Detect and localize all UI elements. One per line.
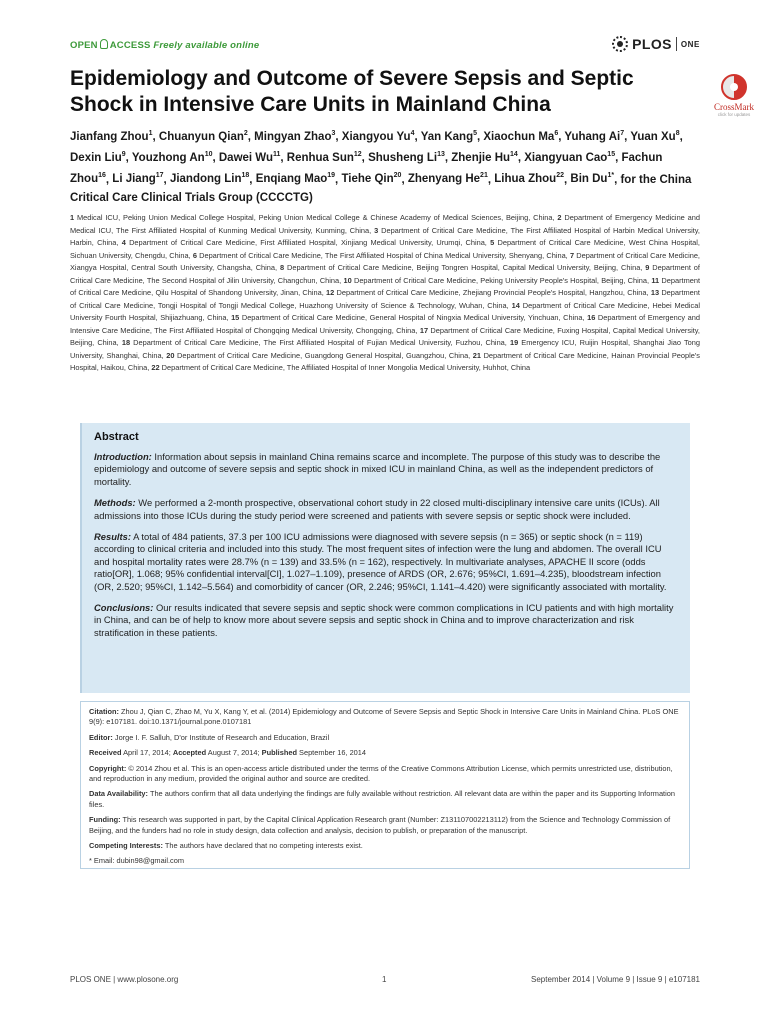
copyright <box>89 764 681 785</box>
affiliations <box>70 212 700 375</box>
author-name-text: Dexin Liu <box>70 152 122 165</box>
oa-access-text: ACCESS <box>109 40 151 51</box>
affiliation-text: Department of Emergency Medicine and Medical ICU, The First Affiliated Hospital of Kunming Medical University, Kunming, China, <box>70 213 700 235</box>
article-metadata <box>80 701 690 869</box>
author-name-text: Fachun Zhou <box>70 152 663 186</box>
affiliation-number: 3 <box>374 225 379 235</box>
author-name <box>132 152 213 164</box>
data-availability-label: Data Availability: <box>89 789 149 799</box>
funding <box>89 815 681 836</box>
affiliation-item <box>231 313 584 322</box>
author-affiliation-marker: 13 <box>437 151 445 159</box>
logo-divider <box>676 37 677 51</box>
author-affiliation-marker: 12 <box>353 151 362 159</box>
author-name <box>421 131 477 143</box>
author-name <box>219 152 281 164</box>
author-affiliation-marker: 4 <box>410 130 415 137</box>
editor <box>89 733 681 743</box>
affiliation-text: Department of Critical Care Medicine, Beijing Tongren Hospital, Capital Medical University, Beijing, China, <box>287 263 643 272</box>
affiliation-number: 5 <box>490 238 495 247</box>
affiliation-item <box>122 238 487 247</box>
author-affiliation-marker: 14 <box>510 151 518 159</box>
affiliation-number: 7 <box>569 250 575 260</box>
editor-label: Editor: <box>89 732 113 742</box>
author-name <box>287 152 362 164</box>
copyright-text: © 2014 Zhou et al. This is an open-access article distributed under the terms of the Creative Commons Attribution License, which permits unrestricted use, distribution, and reproduction in any medium, provided the original author and source are credited. <box>89 763 673 784</box>
journal-logo <box>612 36 700 52</box>
author-name-text: Xiangyuan Cao <box>524 152 608 165</box>
author-name-text: Zhenjie Hu <box>451 152 511 165</box>
abstract-section-text: Our results indicated that severe sepsis and septic shock were common complications in ICU patients and with high mortality in China, and can be of help to know more about severe sepsis and septic shock in China and to improve characterization and risk stratification in these patients. <box>94 602 674 638</box>
abstract-section-label: Results: <box>94 531 131 543</box>
affiliation-number: 16 <box>587 313 596 322</box>
affiliation-text: Department of Critical Care Medicine, The First Affiliated Hospital of Fujian Medical University, Fuzhou, China, <box>133 338 507 347</box>
affiliation-number: 2 <box>557 213 562 222</box>
affiliation-number: 14 <box>511 300 520 310</box>
affiliation-text: Department of Critical Care Medicine, The First Affiliated Hospital of China Medical University, Shenyang, China, <box>199 250 568 260</box>
affiliation-text: Department of Critical Care Medicine, Guangdong General Hospital, Guangzhou, China, <box>177 350 471 360</box>
data-availability-text: The authors confirm that all data underlying the findings are fully available without restriction. All relevant data are within the paper and its Supporting Information files. <box>89 789 675 809</box>
affiliation-number: 15 <box>231 313 240 322</box>
author-affiliation-marker: 2 <box>243 130 248 137</box>
author-name-text: Dawei Wu <box>218 152 273 165</box>
affiliation-number: 18 <box>121 338 131 347</box>
citation-label: Citation: <box>89 707 119 716</box>
affiliation-text: Department of Critical Care Medicine, Peking University People's Hospital, Beijing, China, <box>353 275 650 285</box>
abstract-introduction <box>94 451 678 488</box>
funding-label: Funding: <box>89 815 121 825</box>
affiliation-text: Department of Critical Care Medicine, The First Affiliated Hospital of Harbin Medical University, Harbin, China, <box>70 225 700 247</box>
affiliation-number: 19 <box>509 338 519 347</box>
affiliation-number: 13 <box>650 288 660 297</box>
author-name-text: Yan Kang <box>420 130 474 143</box>
author-name-text: Xiangyou Yu <box>341 130 411 143</box>
affiliation-number: 10 <box>343 275 352 285</box>
author-affiliation-marker: 5 <box>473 130 477 137</box>
data-availability <box>89 789 681 810</box>
competing-label: Competing Interests: <box>89 841 163 851</box>
accepted-label: Accepted <box>172 748 207 758</box>
affiliation-item <box>280 263 642 272</box>
author-affiliation-marker: 16 <box>98 172 106 180</box>
affiliation-text: Department of Critical Care Medicine, The Affiliated Hospital of Inner Mongolia Medical University, Huhhot, China <box>161 363 531 372</box>
author-name-text: Li Jiang <box>112 173 156 186</box>
affiliation-text: Department of Critical Care Medicine, Xiangya Hospital, Central South University, Changsha, China, <box>70 250 700 272</box>
abstract-section-text: Information about sepsis in mainland China remains scarce and incomplete. The purpose of this study was to describe the epidemiology and outcome of severe sepsis and septic shock in mixed ICU in mainland China, as well as the independent predictors of mortality. <box>94 451 661 487</box>
affiliation-number: 9 <box>645 263 650 272</box>
abstract-conclusions <box>94 602 678 639</box>
affiliation-number: 22 <box>151 363 160 372</box>
citation <box>89 707 681 728</box>
competing-text: The authors have declared that no competing interests exist. <box>164 841 363 851</box>
affiliation-number: 8 <box>279 263 285 272</box>
author-group: for the China Critical Care Clinical Trials Group (CCCCTG) <box>70 173 692 204</box>
affiliation-text: Department of Critical Care Medicine, First Affiliated Hospital, Xinjiang Medical University, Urumqi, China, <box>129 238 487 247</box>
author-name <box>341 173 401 185</box>
affiliation-text: Department of Emergency and Intensive Care Medicine, The First Affiliated Hospital of Chongqing Medical University, Chongqing, China, <box>70 313 701 335</box>
abstract-box <box>80 423 690 693</box>
author-name <box>159 131 248 143</box>
author-name <box>564 131 624 143</box>
author-name <box>368 152 445 164</box>
affiliation-text: Department of Critical Care Medicine, Zhejiang Provincial People's Hospital, Hangzhou, China, <box>336 288 649 297</box>
author-affiliation-marker: 6 <box>554 130 559 137</box>
author-name <box>494 173 564 185</box>
author-affiliation-marker: 9 <box>121 151 126 159</box>
affiliation-text: Department of Critical Care Medicine, General Hospital of Ningxia Medical University, Yinchuan, China, <box>241 313 585 322</box>
affiliation-number: 6 <box>192 250 197 260</box>
affiliation-text: Department of Critical Care Medicine, Fuxing Hospital, Capital Medical University, Beijing, China, <box>70 325 700 347</box>
author-affiliation-marker: 11 <box>272 151 281 159</box>
affiliation-number: 11 <box>651 275 660 285</box>
funding-text: This research was supported in part, by the Capital Clinical Application Research grant (Number: Z131107002213112) from the Science and Technology Commission of Beijing, and the funders had no role in study design, data collection and analysis, decision to publish, or preparation of the manuscript. <box>89 815 671 835</box>
affiliation-item <box>166 351 470 360</box>
author-affiliation-marker: 10 <box>204 151 213 159</box>
affiliation-text: Emergency ICU, Ruijin Hospital, Shanghai Jiao Tong University, Shanghai, China, <box>70 338 700 360</box>
citation-text: Zhou J, Qian C, Zhao M, Yu X, Kang Y, et al. (2014) Epidemiology and Outcome of Severe Sepsis and Septic Shock in Intensive Care Units in Mainland China. PLoS ONE 9(9): e107181. doi:10.1371/journal.pone.0107181 <box>89 707 679 727</box>
footer-issue: September 2014 | Volume 9 | Issue 9 | e107181 <box>530 975 700 984</box>
author-name-text: Zhenyang He <box>407 173 481 186</box>
author-affiliation-marker: 20 <box>393 172 402 180</box>
author-name-text: Mingyan Zhao <box>254 130 332 143</box>
oa-free-text: Freely available online <box>153 40 260 51</box>
author-name <box>170 173 249 185</box>
footer-journal: PLOS ONE | www.plosone.org <box>70 975 179 984</box>
author-name <box>408 173 488 185</box>
author-name-text: Yuhang Ai <box>564 130 621 143</box>
author-affiliation-marker: 15 <box>607 151 616 159</box>
author-affiliation-marker: 19 <box>327 172 336 180</box>
author-name <box>451 152 518 164</box>
author-name-text: Jiandong Lin <box>169 173 242 186</box>
author-name-text: Youzhong An <box>131 152 205 165</box>
crossmark-icon <box>721 74 747 100</box>
affiliation-text: Department of Critical Care Medicine, Hainan Provincial People's Hospital, Haikou, China, <box>70 350 700 372</box>
author-name-text: Yuan Xu <box>630 130 676 143</box>
header-bar <box>70 36 700 56</box>
author-name-text: Enqiang Mao <box>255 173 328 186</box>
copyright-label: Copyright: <box>89 763 127 773</box>
abstract-section-label: Methods: <box>94 497 136 509</box>
author-affiliation-marker: 17 <box>155 172 164 180</box>
open-access-label <box>70 39 259 51</box>
abstract-section-label: Introduction: <box>94 451 152 462</box>
affiliation-text: Department of Critical Care Medicine, West China Hospital, Sichuan University, Chengdu, China, <box>70 238 700 260</box>
author-affiliation-marker: 7 <box>620 130 625 137</box>
affiliation-text: Department of Critical Care Medicine, Hebei Medical University Fourth Hospital, Shijiazhuang, China, <box>70 300 701 322</box>
affiliation-number: 12 <box>326 288 335 297</box>
received-date: April 17, 2014; <box>123 748 171 758</box>
author-name <box>570 173 614 185</box>
author-name-text: Chuanyun Qian <box>158 130 244 143</box>
received-label: Received <box>89 748 122 758</box>
abstract-heading: Abstract <box>94 431 139 443</box>
affiliation-number: 1 <box>70 213 75 222</box>
abstract-section-label: Conclusions: <box>94 602 154 614</box>
article-title: Epidemiology and Outcome of Severe Sepsis and Septic Shock in Intensive Care Units in Mainland China <box>70 67 634 116</box>
affiliation-item <box>70 213 555 222</box>
author-name-text: Tiehe Qin <box>341 173 394 186</box>
published-date: September 16, 2014 <box>299 748 367 758</box>
affiliation-item <box>193 251 568 260</box>
abstract-section-text: A total of 484 patients, 37.3 per 100 ICU admissions were diagnosed with severe sepsis (n = 365) or septic shock (n = 119) according to clinical criteria and included into this study. The most frequent sites of infection were the lung and abdomen. The overall ICU and hospital mortality rates were 28.7% (n = 139) and 33.5% (n = 162), respectively. In multivariate analyses, APACHE II score (odds ratio[OR], 1.068; 95% confidential interval[CI], 1.027–1.109), presence of ARDS (OR, 2.676; 95%CI, 1.691–4.235), bloodstream infection (OR, 2.520; 95%CI, 1.142–5.564) and comorbidity of cancer (OR, 2.246; 95%CI, 1.141–4.420) were significantly associated with mortality. <box>94 531 667 592</box>
author-name-text: Bin Du <box>570 173 608 186</box>
competing-interests <box>89 841 681 851</box>
author-affiliation-marker: 21 <box>480 172 488 180</box>
author-affiliation-marker: 22 <box>556 172 564 180</box>
author-name <box>70 131 153 143</box>
affiliation-item <box>326 288 649 297</box>
author-affiliation-marker: 18 <box>241 172 250 180</box>
affiliation-number: 21 <box>472 350 482 360</box>
author-name <box>70 152 126 164</box>
affiliation-item <box>343 276 649 285</box>
author-name-text: Renhua Sun <box>286 152 354 165</box>
abstract-results <box>94 531 678 593</box>
affiliation-number: 20 <box>166 350 175 360</box>
author-name <box>524 152 615 164</box>
affiliation-number: 17 <box>419 325 429 335</box>
journal-brand: PLOS <box>632 36 672 52</box>
author-name-text: Shusheng Li <box>368 152 438 165</box>
crossmark-badge[interactable] <box>709 74 759 117</box>
correspondence-email[interactable]: * Email: dubin98@gmail.com <box>89 856 184 866</box>
oa-open-text: OPEN <box>70 40 98 51</box>
affiliation-text: Medical ICU, Peking Union Medical College Hospital, Peking Union Medical College & Chinese Academy of Medical Sciences, Beijing, China, <box>77 213 555 222</box>
published-label: Published <box>261 748 297 758</box>
affiliation-item <box>151 363 530 372</box>
author-list: Jianfang Zhou$^1$, Chuanyun Qian$^2$, Mingyan Zhao$^3$, Xiangyou Yu$^4$, Yan Kang$^5$, Xiaochun Ma$^6$, Yuhang Ai$^7$, Yuan Xu$^8$, Dexin Liu$^9$, Youzhong An$^{10}$, Dawei Wu$^{11}$, Renhua Sun$^{12}$, Shusheng Li$^{13}$, Zhenjie Hu$^{14}$, Xiangyuan Cao$^{15}$, Fachun Zhou$^{16}$, Li Jiang$^{17}$, Jiandong Lin$^{18}$, Enqiang Mao$^{19}$, Tiehe Qin$^{20}$, Zhenyang He$^{21}$, Lihua Zhou$^{22}$, Bin $Du^{1*}$, for the China Critical Care Clinical Trials Group (CCCCTG) <box>70 130 692 204</box>
affiliation-text: Department of Critical Care Medicine, The Second Hospital of Jilin University, Changchun, China, <box>70 263 700 285</box>
crossmark-sub: click for updates <box>717 112 751 117</box>
author-name-text: Xiaochun Ma <box>483 130 555 143</box>
page-number: 1 <box>382 975 387 984</box>
author-affiliation-marker: 1* <box>607 172 615 180</box>
abstract-section-text: We performed a 2-month prospective, observational cohort study in 22 closed multi-disciplinary intensive care units (ICUs). All admissions into those ICUs during the study period were screened and patients with severe sepsis or septic shock were included. <box>94 497 660 521</box>
affiliation-number: 4 <box>121 238 126 247</box>
affiliation-item <box>122 338 507 347</box>
author-name-text: Jianfang Zhou <box>70 130 149 143</box>
author-name <box>256 173 335 185</box>
author-name-text: Lihua Zhou <box>494 173 557 186</box>
author-name <box>630 131 679 143</box>
author-name <box>254 131 335 143</box>
editor-text: Jorge I. F. Salluh, D'or Institute of Research and Education, Brazil <box>114 732 330 742</box>
author-affiliation-marker: 1 <box>148 130 153 137</box>
author-name <box>112 173 163 185</box>
crossmark-label: CrossMark <box>714 102 754 112</box>
journal-sub: ONE <box>680 39 700 49</box>
abstract-methods <box>94 497 678 522</box>
dates <box>89 748 681 758</box>
plos-logo-icon <box>612 36 628 52</box>
affiliation-text: Department of Critical Care Medicine, Tongji Hospital of Tongji Medical College, Huazhong University of Science & Technology, Wuhan, China, <box>70 288 700 310</box>
affiliation-text: Department of Critical Care Medicine, Qilu Hospital of Shandong University, Jinan, China, <box>70 275 701 297</box>
page-footer <box>70 975 700 989</box>
author-affiliation-marker: 3 <box>331 130 336 137</box>
accepted-date: August 7, 2014; <box>207 748 260 758</box>
author-affiliation-marker: 8 <box>675 130 680 137</box>
open-lock-icon <box>100 39 108 49</box>
author-name <box>483 131 558 143</box>
author-name <box>342 131 415 143</box>
